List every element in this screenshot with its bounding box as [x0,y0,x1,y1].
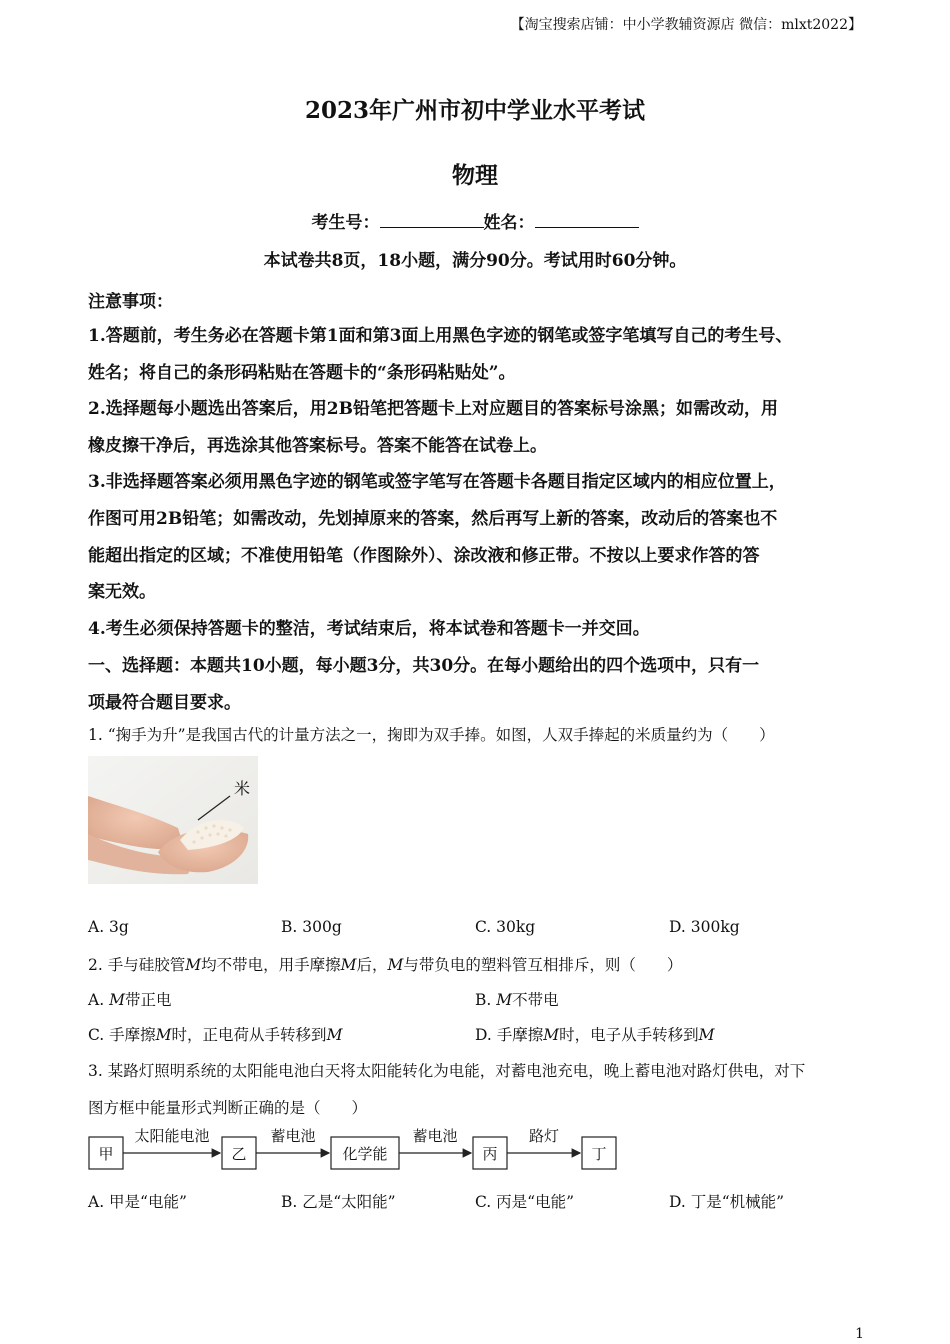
box-label: 乙 [231,1145,247,1163]
arrow-label: 路灯 [528,1127,560,1145]
exam-title: 2023年广州市初中学业水平考试 [304,97,645,124]
note-line: 能超出指定的区域；不准使用铅笔（作图除外）、涂改液和修正带。不按以上要求作答的答 [88,546,760,566]
option-c[interactable]: C. 手摩擦M时，正电荷从手转移到M [88,1026,343,1044]
rice-label: 米 [234,779,251,798]
option-d[interactable]: D. 300kg [669,918,740,936]
page-number: 1 [855,1326,864,1342]
note-line: 作图可用2B铅笔；如需改动，先划掉原来的答案，然后再写上新的答案，改动后的答案也不 [88,509,778,529]
candidate-name-label: 姓名： [483,213,535,233]
arrow-label: 太阳能电池 [134,1127,210,1145]
option-b[interactable]: B. 300g [281,918,342,936]
hands-rice-photo [88,756,258,884]
section-heading: 一、选择题：本题共10小题，每小题3分，共30分。在每小题给出的四个选项中，只有一 [88,656,760,676]
option-d[interactable]: D. 手摩擦M时，电子从手转移到M [475,1026,715,1044]
arrow-label: 蓄电池 [412,1127,458,1145]
note-line: 案无效。 [88,582,156,602]
note-line: 姓名；将自己的条形码粘贴在答题卡的“条形码粘贴处”。 [88,363,516,383]
candidate-id-blank[interactable] [380,213,484,228]
note-line: 3.非选择题答案必须用黑色字迹的钢笔或签字笔写在答题卡各题目指定区域内的相应位置上， [88,472,786,492]
option-a[interactable]: A. 甲是“电能” [88,1193,187,1211]
question-1-stem: 1. “掬手为升”是我国古代的计量方法之一，掬即为双手捧。如图，人双手捧起的米质量约为（ ） [88,726,775,744]
option-d[interactable]: D. 丁是“机械能” [669,1193,785,1211]
question-3-stem: 3. 某路灯照明系统的太阳能电池白天将太阳能转化为电能，对蓄电池充电，晚上蓄电池对路灯供电，对下 [88,1062,806,1080]
exam-info: 本试卷共8页，18小题，满分90分。考试用时60分钟。 [263,251,687,271]
candidate-name-blank[interactable] [535,213,639,228]
box-label: 化学能 [342,1145,388,1163]
option-a[interactable]: A. M带正电 [88,991,172,1009]
option-a[interactable]: A. 3g [88,918,129,936]
question-2-stem: 2. 手与硅胶管M均不带电，用手摩擦M后，M与带负电的塑料管互相排斥，则（ ） [88,956,683,974]
note-line: 橡皮擦干净后，再选涂其他答案标号。答案不能答在试卷上。 [88,436,547,456]
question-3-stem: 图方框中能量形式判断正确的是（ ） [88,1099,368,1117]
candidate-id-label: 考生号： [311,213,380,233]
energy-flow-diagram [88,1124,620,1174]
option-b[interactable]: B. M不带电 [475,991,559,1009]
section-heading: 项最符合题目要求。 [88,693,241,713]
option-c[interactable]: C. 30kg [475,918,536,936]
notes-heading: 注意事项： [88,292,173,312]
box-label: 甲 [98,1145,114,1163]
option-c[interactable]: C. 丙是“电能” [475,1193,575,1211]
box-label: 丁 [591,1145,607,1163]
note-line: 4.考生必须保持答题卡的整洁，考试结束后，将本试卷和答题卡一并交回。 [88,619,650,639]
box-label: 丙 [482,1145,498,1163]
header-note: 【淘宝搜索店铺：中小学教辅资源店 微信：mlxt2022】 [510,17,862,33]
arrow-label: 蓄电池 [270,1127,316,1145]
option-b[interactable]: B. 乙是“太阳能” [281,1193,396,1211]
candidate-fields [0,208,950,233]
subject-title: 物理 [452,162,498,189]
note-line: 1.答题前，考生务必在答题卡第1面和第3面上用黑色字迹的钢笔或签字笔填写自己的考生号、 [88,326,793,346]
note-line: 2.选择题每小题选出答案后，用2B铅笔把答题卡上对应题目的答案标号涂黑；如需改动，用 [88,399,778,419]
